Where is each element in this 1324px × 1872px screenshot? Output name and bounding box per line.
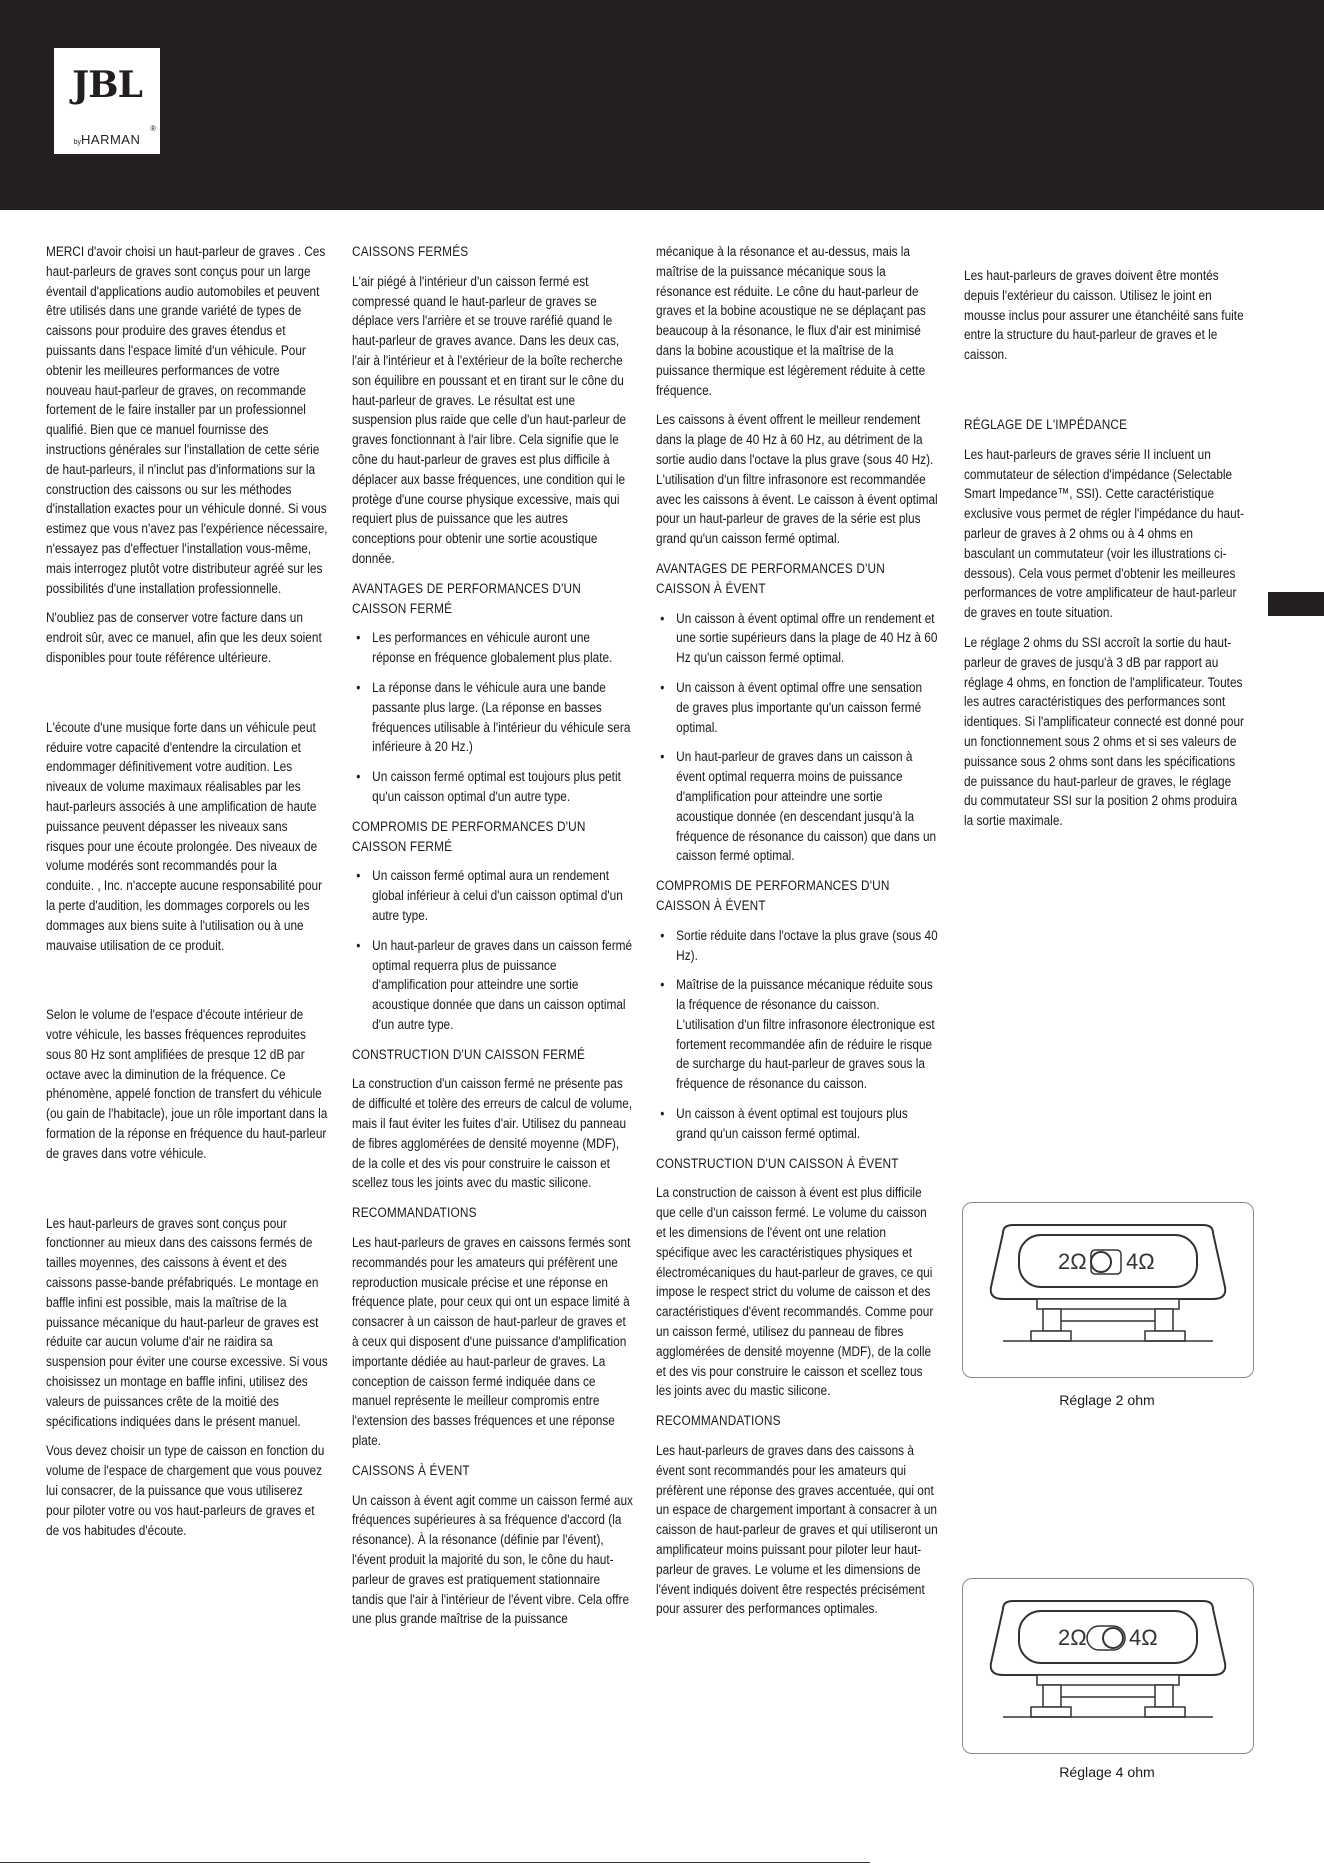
sealed-advantages-list xyxy=(352,628,634,806)
list-item: • La réponse dans le véhicule aura une bande passante plus large. (La réponse en basses fréquences utilisable à l'intérieur du véhicule sera inférieure à 20 Hz.) xyxy=(352,678,634,757)
section-spacer xyxy=(964,375,1246,415)
ssi-switch-figure-2ohm xyxy=(962,1202,1254,1378)
vented-enclosures-paragraph: Un caisson à évent agit comme un caisson fermé aux fréquences supérieures à sa fréquence d'accord (la résonance). À la résonance (définie par l'évent), l'évent produit la majorité du son, le cône du haut-parleur de graves est pratiquement stationnaire tandis que l'air à l'intérieur de l'évent vibre. Cela offre une plus grande maîtrise de la puissance xyxy=(352,1491,633,1627)
figure-caption-2ohm: Réglage 2 ohm xyxy=(1059,1392,1155,1408)
intro-paragraph: MERCI d'avoir choisi un haut-parleur de graves . Ces haut-parleurs de graves sont conçus pour un large éventail d'applications audio automobiles et peuvent être utilisés dans une grande variété de types de caissons pour produire des graves étendus et puissants dans l'espace limité d'un véhicule. Pour obtenir les meilleures performances de votre nouveau haut-parleur de graves, on recommande fortement de le faire installer par un professionnel qualifié. Bien que ce manuel fournisse des instructions générales sur l'installation de cette série de haut-parleurs, il n'inclut pas d'informations sur la construction des caissons ou sur les méthodes d'installation exactes pour un véhicule donné. Si vous estimez que vous n'avez pas l'expérience nécessaire, n'essayez pas d'effectuer l'installation vous-même, mais interrogez plutôt votre distributeur agréé sur les possibilités d'une installation professionnelle. xyxy=(46,243,328,596)
list-item: • Sortie réduite dans l'octave la plus grave (sous 40 Hz). xyxy=(656,926,938,966)
list-item: • Un haut-parleur de graves dans un caisson fermé optimal requerra plus de puissance d'amplification pour atteindre une sortie acoustique donnée que dans un caisson optimal d'un autre type. xyxy=(352,936,634,1035)
list-item: • Un caisson fermé optimal est toujours plus petit qu'un caisson optimal d'un autre type. xyxy=(352,767,634,807)
sealed-construction-heading: CONSTRUCTION D'UN CAISSON FERMÉ xyxy=(352,1045,586,1062)
impedance-heading: RÉGLAGE DE L'IMPÉDANCE xyxy=(964,415,1128,432)
vented-continued-paragraph: mécanique à la résonance et au-dessus, mais la maîtrise de la puissance mécanique sous la résonance est réduite. Le cône du haut-parleur de graves et la bobine acoustique ne se déplaçant pas beaucoup à la résonance, le flux d'air est minimisé dans la bobine acoustique et la maîtrise de la puissance thermique est légèrement réduite à cette fréquence. xyxy=(656,243,926,398)
column-3 xyxy=(656,242,938,1629)
mounting-paragraph: Les haut-parleurs de graves doivent être montés depuis l'extérieur du caisson. Utilisez le joint en mousse inclus pour assurer une étanchéité sans fuite entre la structure du haut-parleur de graves et le caisson. xyxy=(964,267,1244,363)
hearing-warning-paragraph: L'écoute d'une musique forte dans un véhicule peut réduire votre capacité d'entendre la circulation et endommager définitivement votre audition. Les niveaux de volume maximaux réalisables par les haut-parleurs associés à une amplification de haute puissance peuvent dépasser les niveaux sans risques pour une écoute prolongée. Des niveaux de volume modérés sont recommandés pour la conduite. , Inc. n'accepte aucune responsabilité pour la perte d'audition, les dommages corporels ou les dommages aux biens suite à l'utilisation ou à une mauvaise utilisation de ce produit. xyxy=(46,718,323,953)
vented-tradeoffs-heading: COMPROMIS DE PERFORMANCES D'UN CAISSON À ÉVENT xyxy=(656,877,890,913)
ssi-switch-illustration xyxy=(963,1579,1253,1753)
list-item: • Un haut-parleur de graves dans un caisson à évent optimal requerra moins de puissance d'amplification pour atteindre une sortie acoustique donnée (en descendant jusqu'à la fréquence de résonance du caisson) que dans un caisson fermé optimal. xyxy=(656,747,938,866)
vented-enclosures-heading: CAISSONS À ÉVENT xyxy=(352,1461,470,1478)
column-1 xyxy=(46,242,328,1550)
list-item: • Un caisson fermé optimal aura un rendement global inférieur à celui d'un caisson optimal d'un autre type. xyxy=(352,866,634,925)
sealed-construction-paragraph: La construction d'un caisson fermé ne présente pas de difficulté et tolère des erreurs de calcul de volume, mais il faut éviter les fuites d'air. Utilisez du panneau de fibres agglomérées de densité moyenne (MDF), de la colle et des vis pour construire le caisson et scellez tous les joints avec du mastic silicone. xyxy=(352,1075,633,1191)
vented-tradeoffs-list xyxy=(656,926,938,1144)
impedance-intro-paragraph: Les haut-parleurs de graves série II incluent un commutateur de sélection d'impédance (Selectable Smart Impedance™, SSI). Cette caractéristique exclusive vous permet de régler l'impédance du haut-parleur de graves à 2 ohms ou à 4 ohms en basculant un commutateur (voir les illustrations ci-dessous). Cela vous permet d'obtenir les meilleures performances de votre amplificateur de haut-parleur de graves en toute situation. xyxy=(964,445,1244,621)
sealed-recommendations-paragraph: Les haut-parleurs de graves en caissons fermés sont recommandés pour les amateurs qui préfèrent une reproduction musicale précise et une réponse en fréquence plate, pour ceux qui ont un espace limité à consacrer à un caisson de haut-parleur de graves et à ceux qui disposent d'une puissance d'amplification importante dédiée au haut-parleur de graves. La conception de caisson fermé indiquée dans ce manuel représente le meilleur compromis entre l'extension des basses fréquences et une réponse plate. xyxy=(352,1234,631,1449)
sealed-tradeoffs-heading: COMPROMIS DE PERFORMANCES D'UN CAISSON FERMÉ xyxy=(352,817,586,854)
vented-advantages-heading: AVANTAGES DE PERFORMANCES D'UN CAISSON À ÉVENT xyxy=(656,559,885,596)
page-header xyxy=(0,0,1324,210)
label-4ohm: 4Ω xyxy=(1126,1249,1155,1274)
logo-wordmark: JBL xyxy=(72,64,142,106)
logo-byline-name: HARMAN xyxy=(81,132,141,147)
sealed-enclosures-paragraph: L'air piégé à l'intérieur d'un caisson fermé est compressé quand le haut-parleur de graves se déplace vers l'arrière et se trouve raréfié quand le haut-parleur de graves avance. Dans les deux cas, l'air à l'intérieur et à l'extérieur de la boîte recherche son équilibre en poussant et en tirant sur le cône du haut-parleur de graves. Le résultat est une suspension plus raide que celle d'un haut-parleur de graves fonctionnant à l'air libre. Cela signifie que le cône du haut-parleur de graves est plus difficile à déplacer aux basse fréquences, une condition qui le protège d'une course physique excessive, mais qui requiert plus de puissance que les autres conceptions pour obtenir une sortie acoustique donnée. xyxy=(352,272,627,566)
sealed-enclosures-heading: CAISSONS FERMÉS xyxy=(352,243,469,259)
vented-construction-paragraph: La construction de caisson à évent est plus difficile que celle d'un caisson fermé. Le volume du caisson et les dimensions de l'évent ont une relation spécifique avec les caractéristiques physiques et électromécaniques du haut-parleur de graves, ce qui impose le respect strict du volume de caisson et des caractéristiques d'évent recommandés. Comme pour un caisson fermé, utilisez du panneau de fibres agglomérées de densité moyenne (MDF), de la colle et des vis pour construire le caisson et scellez tous les joints avec du mastic silicone. xyxy=(656,1184,934,1399)
ssi-switch-figure-4ohm xyxy=(962,1578,1254,1754)
sealed-tradeoffs-list xyxy=(352,866,634,1034)
transfer-function-paragraph: Selon le volume de l'espace d'écoute intérieur de votre véhicule, les basses fréquences reproduites sous 80 Hz sont amplifiées de presque 12 dB par octave avec la diminution de la fréquence. Ce phénomène, appelé fonction de transfert du véhicule (ou gain de l'habitacle), joue un rôle important dans la formation de la réponse en fréquence du haut-parleur de graves dans votre véhicule. xyxy=(46,1006,328,1161)
figure-caption-4ohm: Réglage 4 ohm xyxy=(1059,1764,1155,1780)
label-2ohm: 2Ω xyxy=(1058,1625,1087,1650)
section-spacer xyxy=(46,678,328,718)
sealed-recommendations-heading: RECOMMANDATIONS xyxy=(352,1204,477,1221)
vented-efficiency-paragraph: Les caissons à évent offrent le meilleur rendement dans la plage de 40 Hz à 60 Hz, au détriment de la sortie audio dans l'octave la plus grave (sous 40 Hz). L'utilisation d'un filtre infrasonore est recommandée avec les caissons à évent. Le caisson à évent optimal pour un haut-parleur de graves de la série est plus grand qu'un caisson fermé optimal. xyxy=(656,411,938,547)
column-2 xyxy=(352,242,634,1639)
logo-byline-prefix: by xyxy=(73,139,82,146)
impedance-2ohm-paragraph: Le réglage 2 ohms du SSI accroît la sortie du haut-parleur de graves de jusqu'à 3 dB par rapport au réglage 4 ohms, en fonction de l'amplificateur. Toutes les autres caractéristiques des performances sont identiques. Si l'amplificateur connecté est donné pour un fonctionnement sous 2 ohms et si ses valeurs de puissance sous 2 ohms sont dans les spécifications de puissance du haut-parleur de graves, le réglage du commutateur SSI sur la position 2 ohms produira la sortie maximale. xyxy=(964,633,1244,829)
vented-recommendations-heading: RECOMMANDATIONS xyxy=(656,1412,781,1429)
section-spacer xyxy=(46,1174,328,1214)
list-item: • Un caisson à évent optimal offre une sensation de graves plus importante qu'un caisson fermé optimal. xyxy=(656,678,938,737)
vented-construction-heading: CONSTRUCTION D'UN CAISSON À ÉVENT xyxy=(656,1154,899,1171)
list-item: • Un caisson à évent optimal offre un rendement et une sortie supérieurs dans la plage de 40 Hz à 60 Hz qu'un caisson fermé optimal. xyxy=(656,609,938,668)
list-item: • Un caisson à évent optimal est toujours plus grand qu'un caisson fermé optimal. xyxy=(656,1104,938,1144)
logo-byline xyxy=(54,132,160,147)
section-spacer xyxy=(964,242,1246,266)
ssi-switch-illustration xyxy=(963,1203,1253,1377)
jbl-harman-logo xyxy=(54,48,160,154)
label-2ohm: 2Ω xyxy=(1058,1249,1087,1274)
enclosure-choice-paragraph: Vous devez choisir un type de caisson en fonction du volume de l'espace de chargement que vous pouvez lui consacrer, de la puissance que vous utiliserez pour piloter votre ou vos haut-parleurs de graves et de vos habitudes d'écoute. xyxy=(46,1442,325,1538)
vented-recommendations-paragraph: Les haut-parleurs de graves dans des caissons à évent sont recommandés pour les amateurs qui préfèrent une réponse des graves accentuée, qui ont un espace de chargement important à consacrer à un caisson de haut-parleur de graves et qui utiliseront un amplificateur moins puissant pour piloter leur haut-parleur de graves. Le volume et les dimensions de l'évent indiqués doivent être respectés précisément pour assurer des performances optimales. xyxy=(656,1442,938,1617)
list-item: • Les performances en véhicule auront une réponse en fréquence globalement plus plate. xyxy=(352,628,634,668)
sealed-advantages-heading: AVANTAGES DE PERFORMANCES D'UN CAISSON FERMÉ xyxy=(352,579,581,616)
label-4ohm: 4Ω xyxy=(1129,1625,1158,1650)
list-item: • Maîtrise de la puissance mécanique réduite sous la fréquence de résonance du caisson. L'utilisation d'un filtre infrasonore électronique est fortement recommandée afin de réduire le risque de surcharge du haut-parleur de graves sous la fréquence de résonance du caisson. xyxy=(656,975,938,1094)
column-4 xyxy=(964,242,1246,841)
vented-advantages-list xyxy=(656,609,938,867)
registered-mark: ® xyxy=(150,124,156,133)
section-spacer xyxy=(46,965,328,1005)
receipt-paragraph: N'oubliez pas de conserver votre facture dans un endroit sûr, avec ce manuel, afin que les deux soient disponibles pour toute référence ultérieure. xyxy=(46,609,322,665)
footer-divider xyxy=(0,1862,870,1863)
section-tab-marker xyxy=(1268,592,1324,616)
enclosure-types-paragraph: Les haut-parleurs de graves sont conçus pour fonctionner au mieux dans des caissons fermés de tailles moyennes, des caissons à évent et des caissons passe-bande préfabriqués. Le montage en baffle infini est possible, mais la maîtrise de la puissance mécanique du haut-parleur de graves est réduite car aucun volume d'air ne raidira sa suspension pour éviter une course excessive. Si vous choisissez un montage en baffle infini, utilisez des valeurs de puissances crête de la moitié des spécifications indiquées dans le présent manuel. xyxy=(46,1214,328,1429)
